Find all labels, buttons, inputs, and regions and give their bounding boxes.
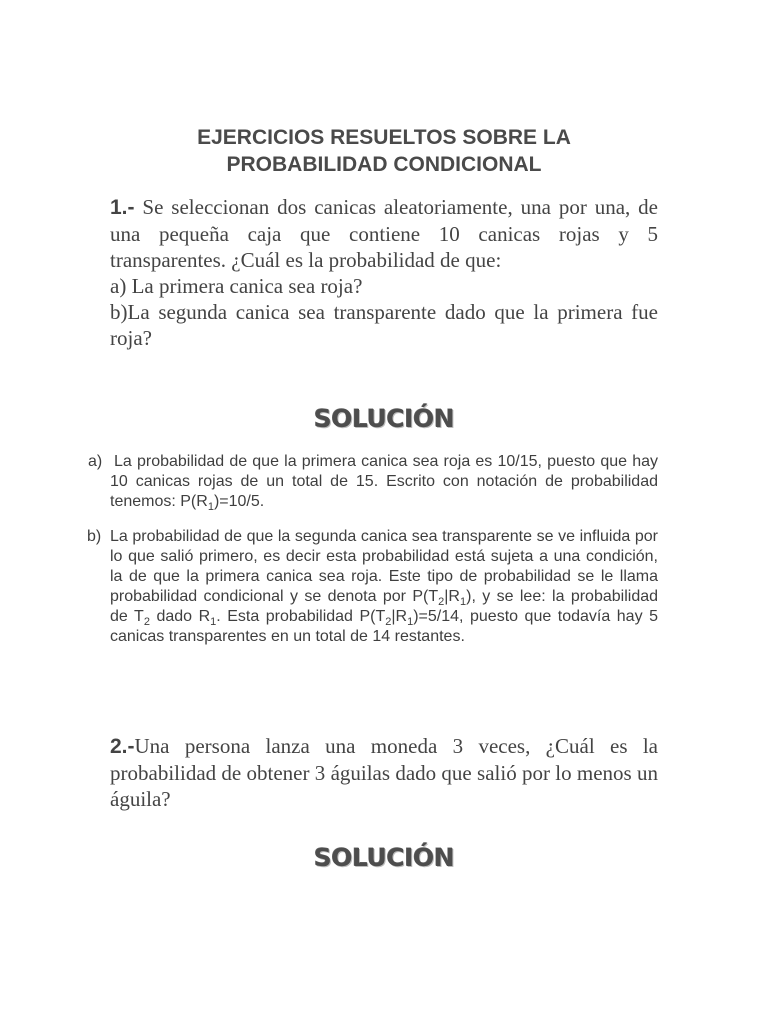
solution-1-b-sub-5: 2 (385, 616, 392, 629)
exercise-2-text: Una persona lanza una moneda 3 veces, ¿Cuál es la probabilidad de obtener 3 águilas dado que salió por lo menos un águila? (110, 734, 658, 811)
solution-1-a-text-2: )=10/5. (213, 493, 265, 510)
solution-1-b-text-4: dado R (149, 608, 211, 625)
solution-1-a-text-1: La probabilidad de que la primera canica sea roja es 10/15, puesto que hay 10 canicas rojas de un total de 15. Escrito con notación de probabilidad tenemos: P(R (110, 453, 658, 510)
exercise-2 (110, 733, 658, 812)
exercise-1-item-b: b)La segunda canica sea transparente dado que la primera fue roja? (110, 300, 658, 350)
solution-1-b-sub-3: 2 (143, 616, 150, 629)
exercise-2-number: 2.- (110, 735, 135, 758)
solution-1-b-text-2: |R (444, 588, 460, 605)
solution-1-b-text-5: . Esta probabilidad P(T (216, 608, 386, 625)
exercise-1-number: 1.- (110, 196, 135, 219)
solution-1-b-sub-4: 1 (210, 616, 217, 629)
document-title (0, 124, 768, 178)
solution-1-b-sub-2: 1 (459, 596, 467, 609)
solution-1-b-text-3: ), y se lee: la probabilidad de T (110, 588, 659, 625)
solution-1-a-label: a) (88, 453, 103, 470)
exercise-1 (110, 194, 658, 351)
solution-1-b-text (110, 527, 658, 647)
solution-1-a-text (110, 452, 658, 512)
solution-1-a-sub: 1 (207, 501, 214, 514)
exercise-1-statement (110, 194, 658, 273)
solution-1-b-text-1: La probabilidad de que la segunda canica sea transparente se ve influida por lo que salió primero, es decir esta probabilidad está sujeta a una condición, la de que la primera canica sea roja. Este tipo de probabilidad se le llama probabilidad condicional y se denota por P(T (110, 528, 658, 605)
exercise-1-text: Se seleccionan dos canicas aleatoriamente, una por una, de una pequeña caja que contiene 10 canicas rojas y 5 transparentes. ¿Cuál es la probabilidad de que: (110, 195, 658, 272)
solution-1-b-text-7: )=5/14, puesto que todavía hay 5 canicas transparentes en un total de 14 restantes. (110, 608, 659, 645)
exercise-1-item-a: a) La primera canica sea roja? (110, 274, 363, 298)
solution-1-b-text-6: |R (391, 608, 408, 625)
title-line-1: EJERCICIOS RESUELTOS SOBRE LA (197, 126, 571, 149)
solution-1-heading: SOLUCIÓN (313, 404, 455, 433)
solution-1-b-sub-1: 2 (438, 596, 445, 609)
title-line-2: PROBABILIDAD CONDICIONAL (226, 153, 542, 176)
solution-2-heading: SOLUCIÓN (313, 843, 455, 872)
solution-1-b-label: b) (87, 528, 102, 545)
solution-1-b-sub-6: 1 (407, 616, 414, 629)
